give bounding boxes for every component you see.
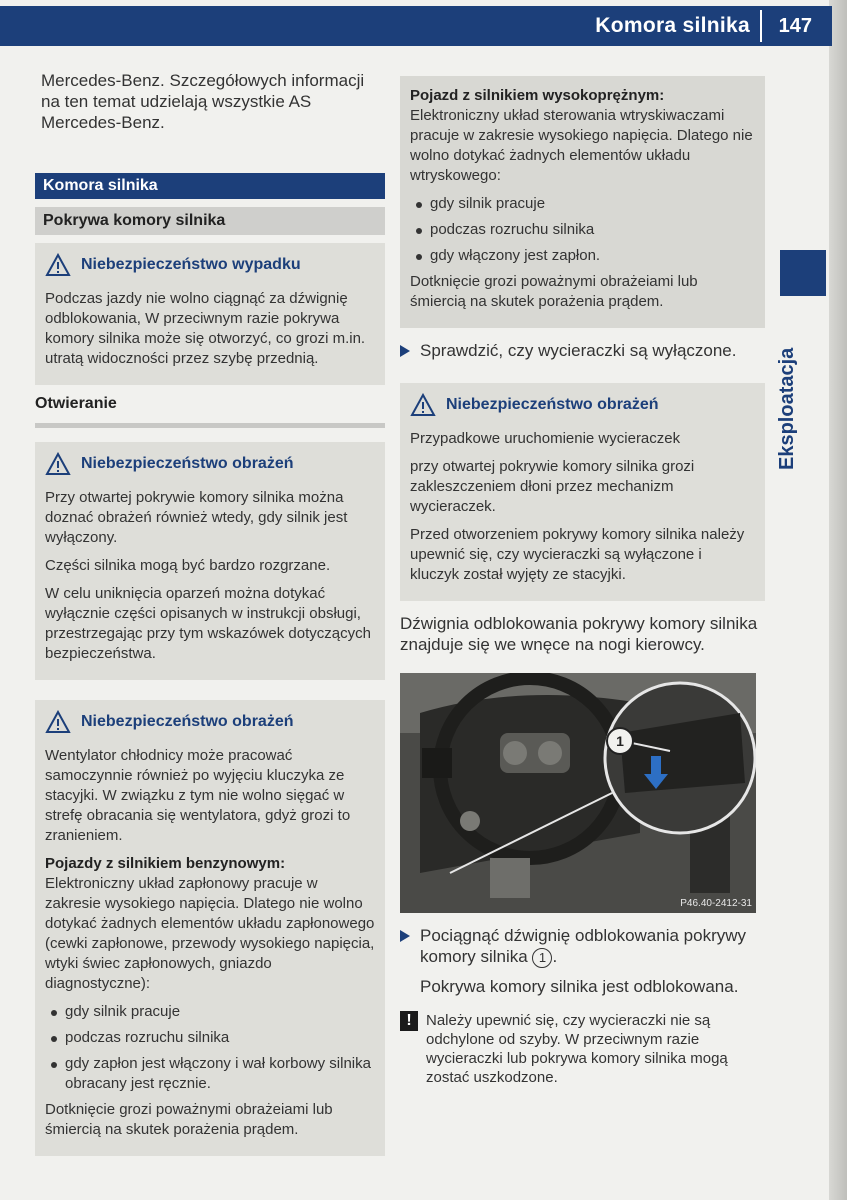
warning-injury-fan [35,700,385,1156]
lever-location-text: Dźwignia odblokowania pokrywy komory silnika znajduje się we wnęce na nogi kierowcy. [400,614,758,654]
step-check-wipers [400,340,765,361]
header-divider [760,10,762,42]
warning-text: W celu uniknięcia oparzeń można dotykać wyłącznie części opisanych w instrukcji obsługi, przestrzegając przy tym wskazówek dotyczących bezpieczeństwa. [45,585,371,662]
page-number: 147 [778,15,812,37]
exclamation-icon: ! [400,1011,418,1031]
step-arrow-icon [400,345,410,357]
warning-text: Dotknięcie grozi poważnymi obrażeiami lub śmiercią na skutek porażenia prądem. [45,1101,333,1138]
diesel-text: Dotknięcie grozi poważnymi obrażeiami lub śmiercią na skutek porażenia prądem. [410,273,698,310]
warning-triangle-icon [410,393,436,417]
warning-text: przy otwartej pokrywie komory silnika grozi zakleszczeniem dłoni przez mechanizm wycieraczek. [410,458,695,515]
warning-triangle-icon [45,452,71,476]
warning-injury-hot-parts [35,442,385,680]
warning-injury-wipers [400,383,765,601]
bullet-list [416,194,755,266]
left-column [35,70,385,1156]
list-item: gdy zapłon jest włączony i wał korbowy silnika obracany jest ręcznie. [51,1054,375,1094]
dashboard-illustration [400,673,756,913]
opening-heading: Otwieranie [35,395,385,428]
chapter-title: Komora silnika [595,14,750,37]
note-text: Należy upewnić się, czy wycieraczki nie są odchylone od szyby. W przeciwnym razie wycieraczki lub pokrywa komory silnika mogą zostać uszkodzone. [426,1011,728,1086]
warning-triangle-icon [45,253,71,277]
diesel-text: Elektroniczny układ sterowania wtryskiwaczami pracuje w zakresie wysokiego napięcia. Dlatego nie wolno dotykać żadnych elementów układu wtryskowego: [410,107,753,184]
petrol-heading: Pojazdy z silnikiem benzynowym: [45,855,286,872]
warning-text: Części silnika mogą być bardzo rozgrzane. [45,557,331,574]
page-edge [829,0,847,1200]
warning-text: Przed otworzeniem pokrywy komory silnika należy upewnić się, czy wycieraczki są wyłączone i kluczyk został wyjęty ze stacyjki. [410,526,745,583]
section-title: Komora silnika [35,173,385,199]
warning-text: Wentylator chłodnicy może pracować samoczynnie również po wyjęciu kluczyka ze stacyjki. W związku z tym nie wolno sięgać w strefę obracania się wentylatora, gdyż grozi to zranieniem. [45,747,351,844]
side-tab-label: Eksploatacja [776,347,798,470]
result-text: Pokrywa komory silnika jest odblokowana. [420,976,739,996]
warning-text: Podczas jazdy nie wolno ciągnąć za dźwignię odblokowania, W przeciwnym razie pokrywa komory silnika może się otworzyć, co grozi m.in. utratą widoczności przez szybę przednią. [45,290,366,367]
warning-text: Przypadkowe uruchomienie wycieraczek [410,430,681,447]
step-arrow-icon [400,930,410,942]
warning-title: Niebezpieczeństwo obrażeń [446,396,659,413]
warning-text: Przy otwartej pokrywie komory silnika można doznać obrażeń również wtedy, gdy silnik jest wyłączony. [45,489,348,546]
side-tab-marker [780,250,826,296]
step-pull-lever [400,925,765,968]
page-header [0,6,832,46]
step-text: Pociągnąć dźwignię odblokowania pokrywy komory silnika [420,926,747,966]
subsection-title: Pokrywa komory silnika [35,207,385,235]
warning-accident [35,243,385,385]
list-item: gdy włączony jest zapłon. [416,246,755,266]
note-box [400,1011,765,1087]
list-item: gdy silnik pracuje [51,1002,375,1022]
warning-triangle-icon [45,710,71,734]
list-item: podczas rozruchu silnika [51,1028,375,1048]
step-text-end: . [552,947,558,966]
callout-reference: 1 [532,948,552,968]
diesel-heading: Pojazd z silnikiem wysokoprężnym: [410,87,665,104]
warning-title: Niebezpieczeństwo obrażeń [81,455,294,472]
callout-number: 1 [616,733,624,749]
list-item: podczas rozruchu silnika [416,220,755,240]
bullet-list [51,1002,375,1094]
right-column [400,76,765,1087]
figure-caption: P46.40-2412-31 [680,898,752,909]
list-item: gdy silnik pracuje [416,194,755,214]
warning-title: Niebezpieczeństwo obrażeń [81,713,294,730]
diesel-box [400,76,765,328]
warning-title: Niebezpieczeństwo wypadku [81,256,301,273]
warning-text: Elektroniczny układ zapłonowy pracuje w zakresie wysokiego napięcia. Dlatego nie wolno dotykać żadnych elementów układu zapłonowego (cewki zapłonowe, przewody wysokiego napięcia, wtyki świec zapłonowych, gniazdo diagnostyczne): [45,875,375,992]
hood-release-figure [400,673,756,913]
intro-text: Mercedes-Benz. Szczegółowych informacji na ten temat udzielają wszystkie AS Mercedes-Benz. [41,71,365,132]
step-text: Sprawdzić, czy wycieraczki są wyłączone. [420,341,737,360]
